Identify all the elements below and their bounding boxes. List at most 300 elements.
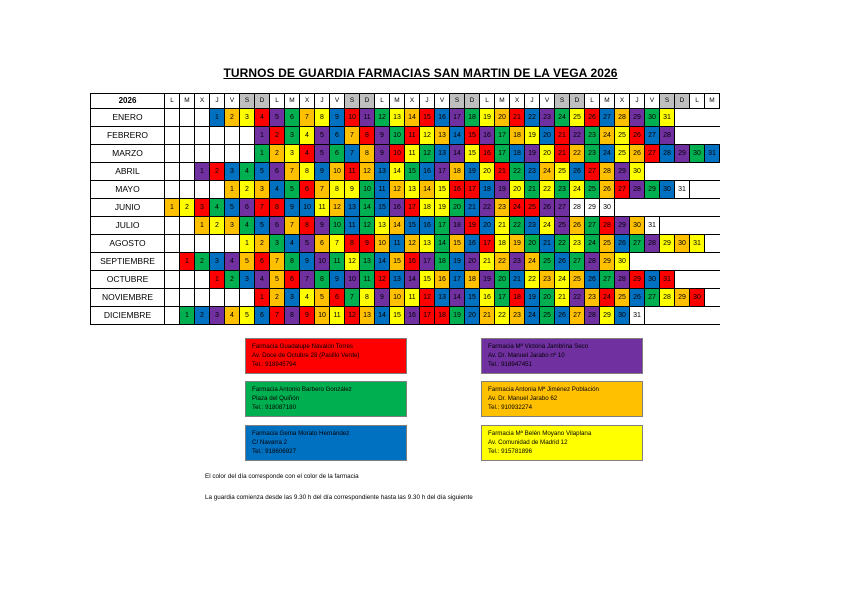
- calendar-day-cell: 2: [210, 163, 225, 181]
- month-name: AGOSTO: [91, 235, 165, 253]
- calendar-day-cell: 21: [480, 253, 495, 271]
- calendar-day-cell: 13: [435, 289, 450, 307]
- calendar-day-cell: 2: [180, 199, 195, 217]
- weekday-header-cell: M: [285, 94, 300, 109]
- calendar-day-cell: 5: [285, 181, 300, 199]
- calendar-day-cell: 17: [450, 109, 465, 127]
- calendar-day-cell: 15: [465, 289, 480, 307]
- calendar-day-cell: 1: [255, 289, 270, 307]
- calendar-day-cell: 11: [330, 307, 345, 325]
- weekday-header-cell: L: [375, 94, 390, 109]
- month-row-mayo: [91, 181, 720, 199]
- calendar-day-cell: 26: [600, 181, 615, 199]
- calendar-day-cell: 29: [585, 199, 600, 217]
- calendar-day-cell: 10: [315, 307, 330, 325]
- calendar-day-cell: 30: [675, 235, 690, 253]
- calendar-day-cell: 27: [615, 181, 630, 199]
- calendar-day-cell: 12: [390, 181, 405, 199]
- pharmacy-address: Plaza del Quiñón: [252, 395, 300, 402]
- calendar-day-cell: 27: [570, 253, 585, 271]
- calendar-day-cell: 27: [630, 235, 645, 253]
- calendar-day-cell: 21: [510, 109, 525, 127]
- calendar-day-cell: 26: [570, 217, 585, 235]
- calendar-day-cell: 12: [375, 271, 390, 289]
- month-row-febrero: [91, 127, 720, 145]
- pharmacy-name: Farmacia Mª Victoria Jambrina Seco: [488, 343, 589, 350]
- calendar-day-cell: 31: [660, 109, 675, 127]
- calendar-day-cell: 16: [390, 199, 405, 217]
- calendar-empty-cell: [705, 199, 720, 217]
- calendar-empty-cell: [165, 163, 180, 181]
- calendar-day-cell: 1: [210, 109, 225, 127]
- calendar-empty-cell: [690, 109, 705, 127]
- calendar-day-cell: 31: [645, 217, 660, 235]
- calendar-day-cell: 30: [630, 163, 645, 181]
- calendar-empty-cell: [705, 289, 720, 307]
- calendar-day-cell: 7: [330, 235, 345, 253]
- calendar-day-cell: 27: [600, 271, 615, 289]
- duty-calendar-table: [90, 93, 720, 325]
- weekday-header-cell: L: [690, 94, 705, 109]
- calendar-day-cell: 18: [495, 235, 510, 253]
- weekday-header-cell: L: [270, 94, 285, 109]
- calendar-day-cell: 30: [690, 289, 705, 307]
- calendar-day-cell: 28: [585, 253, 600, 271]
- calendar-empty-cell: [180, 109, 195, 127]
- calendar-day-cell: 15: [420, 109, 435, 127]
- weekday-header-cell: X: [510, 94, 525, 109]
- calendar-day-cell: 29: [630, 271, 645, 289]
- calendar-day-cell: 4: [285, 235, 300, 253]
- calendar-day-cell: 12: [360, 163, 375, 181]
- calendar-day-cell: 21: [465, 199, 480, 217]
- calendar-day-cell: 24: [555, 109, 570, 127]
- calendar-day-cell: 10: [390, 289, 405, 307]
- calendar-day-cell: 17: [495, 289, 510, 307]
- calendar-day-cell: 25: [525, 199, 540, 217]
- calendar-day-cell: 28: [660, 127, 675, 145]
- calendar-day-cell: 30: [660, 181, 675, 199]
- weekday-header-cell: L: [480, 94, 495, 109]
- calendar-day-cell: 22: [480, 199, 495, 217]
- calendar-day-cell: 26: [540, 199, 555, 217]
- pharmacy-name: Farmacia Antonia Mª Jiménez Población: [488, 386, 599, 393]
- calendar-day-cell: 30: [600, 199, 615, 217]
- calendar-day-cell: 8: [360, 289, 375, 307]
- calendar-day-cell: 25: [555, 217, 570, 235]
- pharmacy-address: Av. Doce de Octubre 28 (Pasillo Verde): [252, 352, 360, 359]
- calendar-empty-cell: [690, 199, 705, 217]
- calendar-day-cell: 6: [270, 217, 285, 235]
- weekday-header-cell: X: [405, 94, 420, 109]
- weekday-header-cell: S: [345, 94, 360, 109]
- calendar-day-cell: 11: [345, 217, 360, 235]
- calendar-day-cell: 18: [480, 181, 495, 199]
- weekday-header-cell: S: [555, 94, 570, 109]
- calendar-day-cell: 18: [510, 145, 525, 163]
- calendar-day-cell: 6: [315, 235, 330, 253]
- calendar-day-cell: 20: [465, 253, 480, 271]
- year-label: 2026: [91, 94, 165, 109]
- calendar-day-cell: 19: [450, 307, 465, 325]
- weekday-header-cell: V: [540, 94, 555, 109]
- calendar-day-cell: 28: [585, 307, 600, 325]
- calendar-day-cell: 17: [420, 307, 435, 325]
- calendar-day-cell: 9: [315, 163, 330, 181]
- calendar-day-cell: 24: [525, 253, 540, 271]
- calendar-day-cell: 19: [525, 145, 540, 163]
- pharmacy-phone: Tel.: 915781896: [488, 448, 533, 455]
- calendar-empty-cell: [705, 163, 720, 181]
- calendar-day-cell: 14: [375, 307, 390, 325]
- calendar-day-cell: 12: [360, 217, 375, 235]
- calendar-day-cell: 15: [405, 217, 420, 235]
- calendar-day-cell: 12: [420, 289, 435, 307]
- calendar-day-cell: 2: [225, 271, 240, 289]
- calendar-day-cell: 15: [435, 181, 450, 199]
- calendar-empty-cell: [165, 289, 180, 307]
- calendar-day-cell: 12: [345, 253, 360, 271]
- calendar-day-cell: 14: [450, 145, 465, 163]
- calendar-day-cell: 14: [405, 109, 420, 127]
- weekday-header-cell: M: [705, 94, 720, 109]
- calendar-empty-cell: [705, 253, 720, 271]
- calendar-day-cell: 29: [645, 181, 660, 199]
- calendar-day-cell: 9: [330, 109, 345, 127]
- calendar-day-cell: 27: [570, 307, 585, 325]
- calendar-day-cell: 7: [345, 289, 360, 307]
- calendar-day-cell: 1: [195, 217, 210, 235]
- calendar-day-cell: 10: [345, 271, 360, 289]
- calendar-empty-cell: [675, 253, 690, 271]
- weekday-header-cell: S: [240, 94, 255, 109]
- weekday-header-cell: V: [435, 94, 450, 109]
- calendar-empty-cell: [660, 253, 675, 271]
- calendar-day-cell: 9: [375, 289, 390, 307]
- calendar-day-cell: 5: [315, 145, 330, 163]
- calendar-empty-cell: [645, 163, 660, 181]
- calendar-day-cell: 14: [390, 163, 405, 181]
- calendar-empty-cell: [690, 253, 705, 271]
- calendar-day-cell: 10: [345, 109, 360, 127]
- calendar-day-cell: 24: [525, 307, 540, 325]
- pharmacy-legend-box: [245, 338, 407, 374]
- calendar-empty-cell: [180, 163, 195, 181]
- calendar-day-cell: 9: [375, 127, 390, 145]
- weekday-header-cell: D: [465, 94, 480, 109]
- calendar-empty-cell: [660, 217, 675, 235]
- weekday-header-cell: V: [330, 94, 345, 109]
- pharmacy-legend-box: [245, 425, 407, 461]
- calendar-day-cell: 1: [225, 181, 240, 199]
- calendar-day-cell: 21: [555, 289, 570, 307]
- calendar-day-cell: 4: [270, 181, 285, 199]
- calendar-day-cell: 14: [420, 181, 435, 199]
- calendar-day-cell: 28: [660, 289, 675, 307]
- calendar-day-cell: 6: [330, 289, 345, 307]
- calendar-day-cell: 29: [600, 307, 615, 325]
- calendar-empty-cell: [645, 253, 660, 271]
- calendar-day-cell: 27: [645, 289, 660, 307]
- calendar-day-cell: 8: [285, 307, 300, 325]
- calendar-empty-cell: [195, 145, 210, 163]
- calendar-day-cell: 14: [450, 127, 465, 145]
- calendar-day-cell: 19: [465, 217, 480, 235]
- calendar-day-cell: 18: [510, 127, 525, 145]
- calendar-day-cell: 10: [330, 217, 345, 235]
- weekday-header-cell: V: [225, 94, 240, 109]
- calendar-day-cell: 30: [645, 109, 660, 127]
- calendar-day-cell: 29: [675, 289, 690, 307]
- calendar-day-cell: 19: [525, 127, 540, 145]
- calendar-day-cell: 3: [225, 217, 240, 235]
- calendar-day-cell: 7: [315, 181, 330, 199]
- calendar-day-cell: 15: [465, 127, 480, 145]
- calendar-day-cell: 5: [315, 127, 330, 145]
- calendar-day-cell: 16: [480, 127, 495, 145]
- calendar-day-cell: 6: [330, 127, 345, 145]
- calendar-empty-cell: [180, 271, 195, 289]
- calendar-day-cell: 21: [555, 145, 570, 163]
- calendar-day-cell: 12: [345, 307, 360, 325]
- calendar-empty-cell: [165, 271, 180, 289]
- calendar-day-cell: 25: [570, 109, 585, 127]
- weekday-header-cell: J: [315, 94, 330, 109]
- calendar-day-cell: 20: [480, 163, 495, 181]
- calendar-day-cell: 31: [660, 271, 675, 289]
- calendar-day-cell: 17: [420, 253, 435, 271]
- calendar-day-cell: 3: [285, 289, 300, 307]
- calendar-day-cell: 22: [570, 127, 585, 145]
- calendar-day-cell: 11: [405, 145, 420, 163]
- calendar-day-cell: 18: [435, 307, 450, 325]
- calendar-empty-cell: [675, 109, 690, 127]
- calendar-day-cell: 21: [510, 271, 525, 289]
- calendar-day-cell: 26: [585, 109, 600, 127]
- calendar-day-cell: 5: [255, 163, 270, 181]
- calendar-day-cell: 13: [420, 235, 435, 253]
- calendar-day-cell: 2: [195, 307, 210, 325]
- calendar-day-cell: 23: [585, 289, 600, 307]
- weekday-header-cell: D: [570, 94, 585, 109]
- calendar-day-cell: 3: [225, 163, 240, 181]
- calendar-empty-cell: [675, 271, 690, 289]
- calendar-day-cell: 11: [405, 127, 420, 145]
- calendar-day-cell: 4: [210, 199, 225, 217]
- calendar-day-cell: 24: [570, 181, 585, 199]
- calendar-day-cell: 13: [435, 145, 450, 163]
- calendar-day-cell: 20: [540, 289, 555, 307]
- calendar-day-cell: 23: [495, 199, 510, 217]
- calendar-empty-cell: [705, 217, 720, 235]
- calendar-day-cell: 22: [570, 289, 585, 307]
- calendar-day-cell: 30: [615, 253, 630, 271]
- calendar-empty-cell: [195, 181, 210, 199]
- calendar-day-cell: 1: [255, 145, 270, 163]
- calendar-day-cell: 16: [420, 163, 435, 181]
- calendar-day-cell: 8: [270, 199, 285, 217]
- month-row-abril: [91, 163, 720, 181]
- calendar-empty-cell: [690, 271, 705, 289]
- calendar-empty-cell: [210, 127, 225, 145]
- calendar-day-cell: 29: [615, 217, 630, 235]
- calendar-day-cell: 24: [540, 163, 555, 181]
- calendar-day-cell: 10: [390, 145, 405, 163]
- calendar-day-cell: 21: [540, 235, 555, 253]
- month-name: SEPTIEMBRE: [91, 253, 165, 271]
- calendar-day-cell: 2: [195, 253, 210, 271]
- weekday-header-cell: L: [165, 94, 180, 109]
- weekday-header-cell: J: [525, 94, 540, 109]
- calendar-day-cell: 30: [690, 145, 705, 163]
- calendar-empty-cell: [180, 235, 195, 253]
- calendar-day-cell: 6: [240, 199, 255, 217]
- calendar-day-cell: 8: [300, 217, 315, 235]
- calendar-day-cell: 2: [255, 235, 270, 253]
- calendar-day-cell: 3: [210, 307, 225, 325]
- calendar-empty-cell: [675, 307, 690, 325]
- calendar-day-cell: 12: [405, 235, 420, 253]
- weekday-header-cell: X: [300, 94, 315, 109]
- calendar-empty-cell: [690, 127, 705, 145]
- calendar-day-cell: 9: [285, 199, 300, 217]
- calendar-day-cell: 15: [465, 145, 480, 163]
- calendar-day-cell: 22: [555, 235, 570, 253]
- calendar-day-cell: 12: [330, 199, 345, 217]
- calendar-day-cell: 11: [405, 289, 420, 307]
- calendar-day-cell: 7: [300, 271, 315, 289]
- calendar-day-cell: 11: [390, 235, 405, 253]
- calendar-empty-cell: [195, 127, 210, 145]
- calendar-day-cell: 16: [465, 235, 480, 253]
- month-name: DICIEMBRE: [91, 307, 165, 325]
- calendar-day-cell: 6: [285, 109, 300, 127]
- calendar-empty-cell: [240, 289, 255, 307]
- calendar-day-cell: 28: [630, 181, 645, 199]
- calendar-day-cell: 8: [360, 127, 375, 145]
- weekday-header-cell: D: [675, 94, 690, 109]
- calendar-day-cell: 1: [240, 235, 255, 253]
- calendar-day-cell: 20: [450, 199, 465, 217]
- calendar-day-cell: 8: [315, 271, 330, 289]
- calendar-empty-cell: [690, 307, 705, 325]
- calendar-day-cell: 19: [465, 163, 480, 181]
- month-name: MARZO: [91, 145, 165, 163]
- calendar-day-cell: 9: [330, 271, 345, 289]
- calendar-day-cell: 8: [315, 109, 330, 127]
- calendar-day-cell: 31: [705, 145, 720, 163]
- calendar-day-cell: 4: [300, 127, 315, 145]
- month-row-diciembre: [91, 307, 720, 325]
- calendar-day-cell: 7: [285, 163, 300, 181]
- calendar-empty-cell: [195, 271, 210, 289]
- month-row-junio: [91, 199, 720, 217]
- calendar-empty-cell: [180, 289, 195, 307]
- weekday-header-cell: L: [585, 94, 600, 109]
- month-row-julio: [91, 217, 720, 235]
- calendar-day-cell: 28: [615, 109, 630, 127]
- calendar-day-cell: 24: [600, 145, 615, 163]
- calendar-day-cell: 7: [345, 145, 360, 163]
- calendar-day-cell: 4: [225, 253, 240, 271]
- month-row-octubre: [91, 271, 720, 289]
- page-title: TURNOS DE GUARDIA FARMACIAS SAN MARTIN DE LA VEGA 2026: [223, 66, 618, 80]
- calendar-day-cell: 19: [435, 199, 450, 217]
- calendar-day-cell: 13: [375, 217, 390, 235]
- month-name: ENERO: [91, 109, 165, 127]
- calendar-day-cell: 28: [600, 217, 615, 235]
- calendar-empty-cell: [210, 145, 225, 163]
- calendar-day-cell: 11: [315, 199, 330, 217]
- calendar-day-cell: 26: [555, 307, 570, 325]
- calendar-day-cell: 21: [495, 217, 510, 235]
- calendar-day-cell: 4: [255, 271, 270, 289]
- calendar-day-cell: 17: [435, 217, 450, 235]
- calendar-day-cell: 1: [165, 199, 180, 217]
- calendar-day-cell: 8: [360, 145, 375, 163]
- calendar-day-cell: 5: [240, 307, 255, 325]
- calendar-day-cell: 17: [405, 199, 420, 217]
- calendar-day-cell: 4: [255, 109, 270, 127]
- calendar-day-cell: 27: [585, 217, 600, 235]
- calendar-empty-cell: [675, 217, 690, 235]
- calendar-day-cell: 26: [630, 127, 645, 145]
- calendar-day-cell: 24: [600, 127, 615, 145]
- calendar-day-cell: 18: [465, 271, 480, 289]
- weekday-header-cell: M: [390, 94, 405, 109]
- calendar-day-cell: 2: [270, 127, 285, 145]
- calendar-empty-cell: [675, 199, 690, 217]
- calendar-day-cell: 2: [270, 289, 285, 307]
- calendar-empty-cell: [690, 163, 705, 181]
- calendar-day-cell: 16: [420, 217, 435, 235]
- calendar-day-cell: 15: [450, 235, 465, 253]
- calendar-day-cell: 8: [300, 163, 315, 181]
- calendar-empty-cell: [195, 109, 210, 127]
- month-row-septiembre: [91, 253, 720, 271]
- pharmacy-address: Av. Dr. Manuel Jarabo nº 10: [488, 352, 565, 359]
- pharmacy-legend-box: [481, 338, 643, 374]
- calendar-day-cell: 26: [630, 289, 645, 307]
- weekday-header-cell: J: [420, 94, 435, 109]
- calendar-day-cell: 24: [510, 199, 525, 217]
- calendar-day-cell: 25: [615, 289, 630, 307]
- weekday-header-cell: D: [360, 94, 375, 109]
- calendar-empty-cell: [705, 235, 720, 253]
- calendar-day-cell: 14: [450, 289, 465, 307]
- calendar-day-cell: 3: [285, 127, 300, 145]
- calendar-day-cell: 5: [225, 199, 240, 217]
- calendar-day-cell: 10: [300, 199, 315, 217]
- calendar-empty-cell: [705, 307, 720, 325]
- calendar-day-cell: 25: [585, 181, 600, 199]
- month-row-agosto: [91, 235, 720, 253]
- calendar-day-cell: 4: [225, 307, 240, 325]
- calendar-day-cell: 9: [345, 181, 360, 199]
- calendar-empty-cell: [165, 145, 180, 163]
- calendar-day-cell: 22: [540, 181, 555, 199]
- calendar-day-cell: 10: [375, 235, 390, 253]
- calendar-day-cell: 19: [480, 109, 495, 127]
- calendar-day-cell: 30: [615, 307, 630, 325]
- calendar-day-cell: 10: [315, 253, 330, 271]
- calendar-empty-cell: [165, 235, 180, 253]
- pharmacy-legend-box: [481, 425, 643, 461]
- calendar-day-cell: 28: [645, 235, 660, 253]
- calendar-day-cell: 24: [555, 271, 570, 289]
- calendar-day-cell: 8: [330, 181, 345, 199]
- calendar-day-cell: 14: [360, 199, 375, 217]
